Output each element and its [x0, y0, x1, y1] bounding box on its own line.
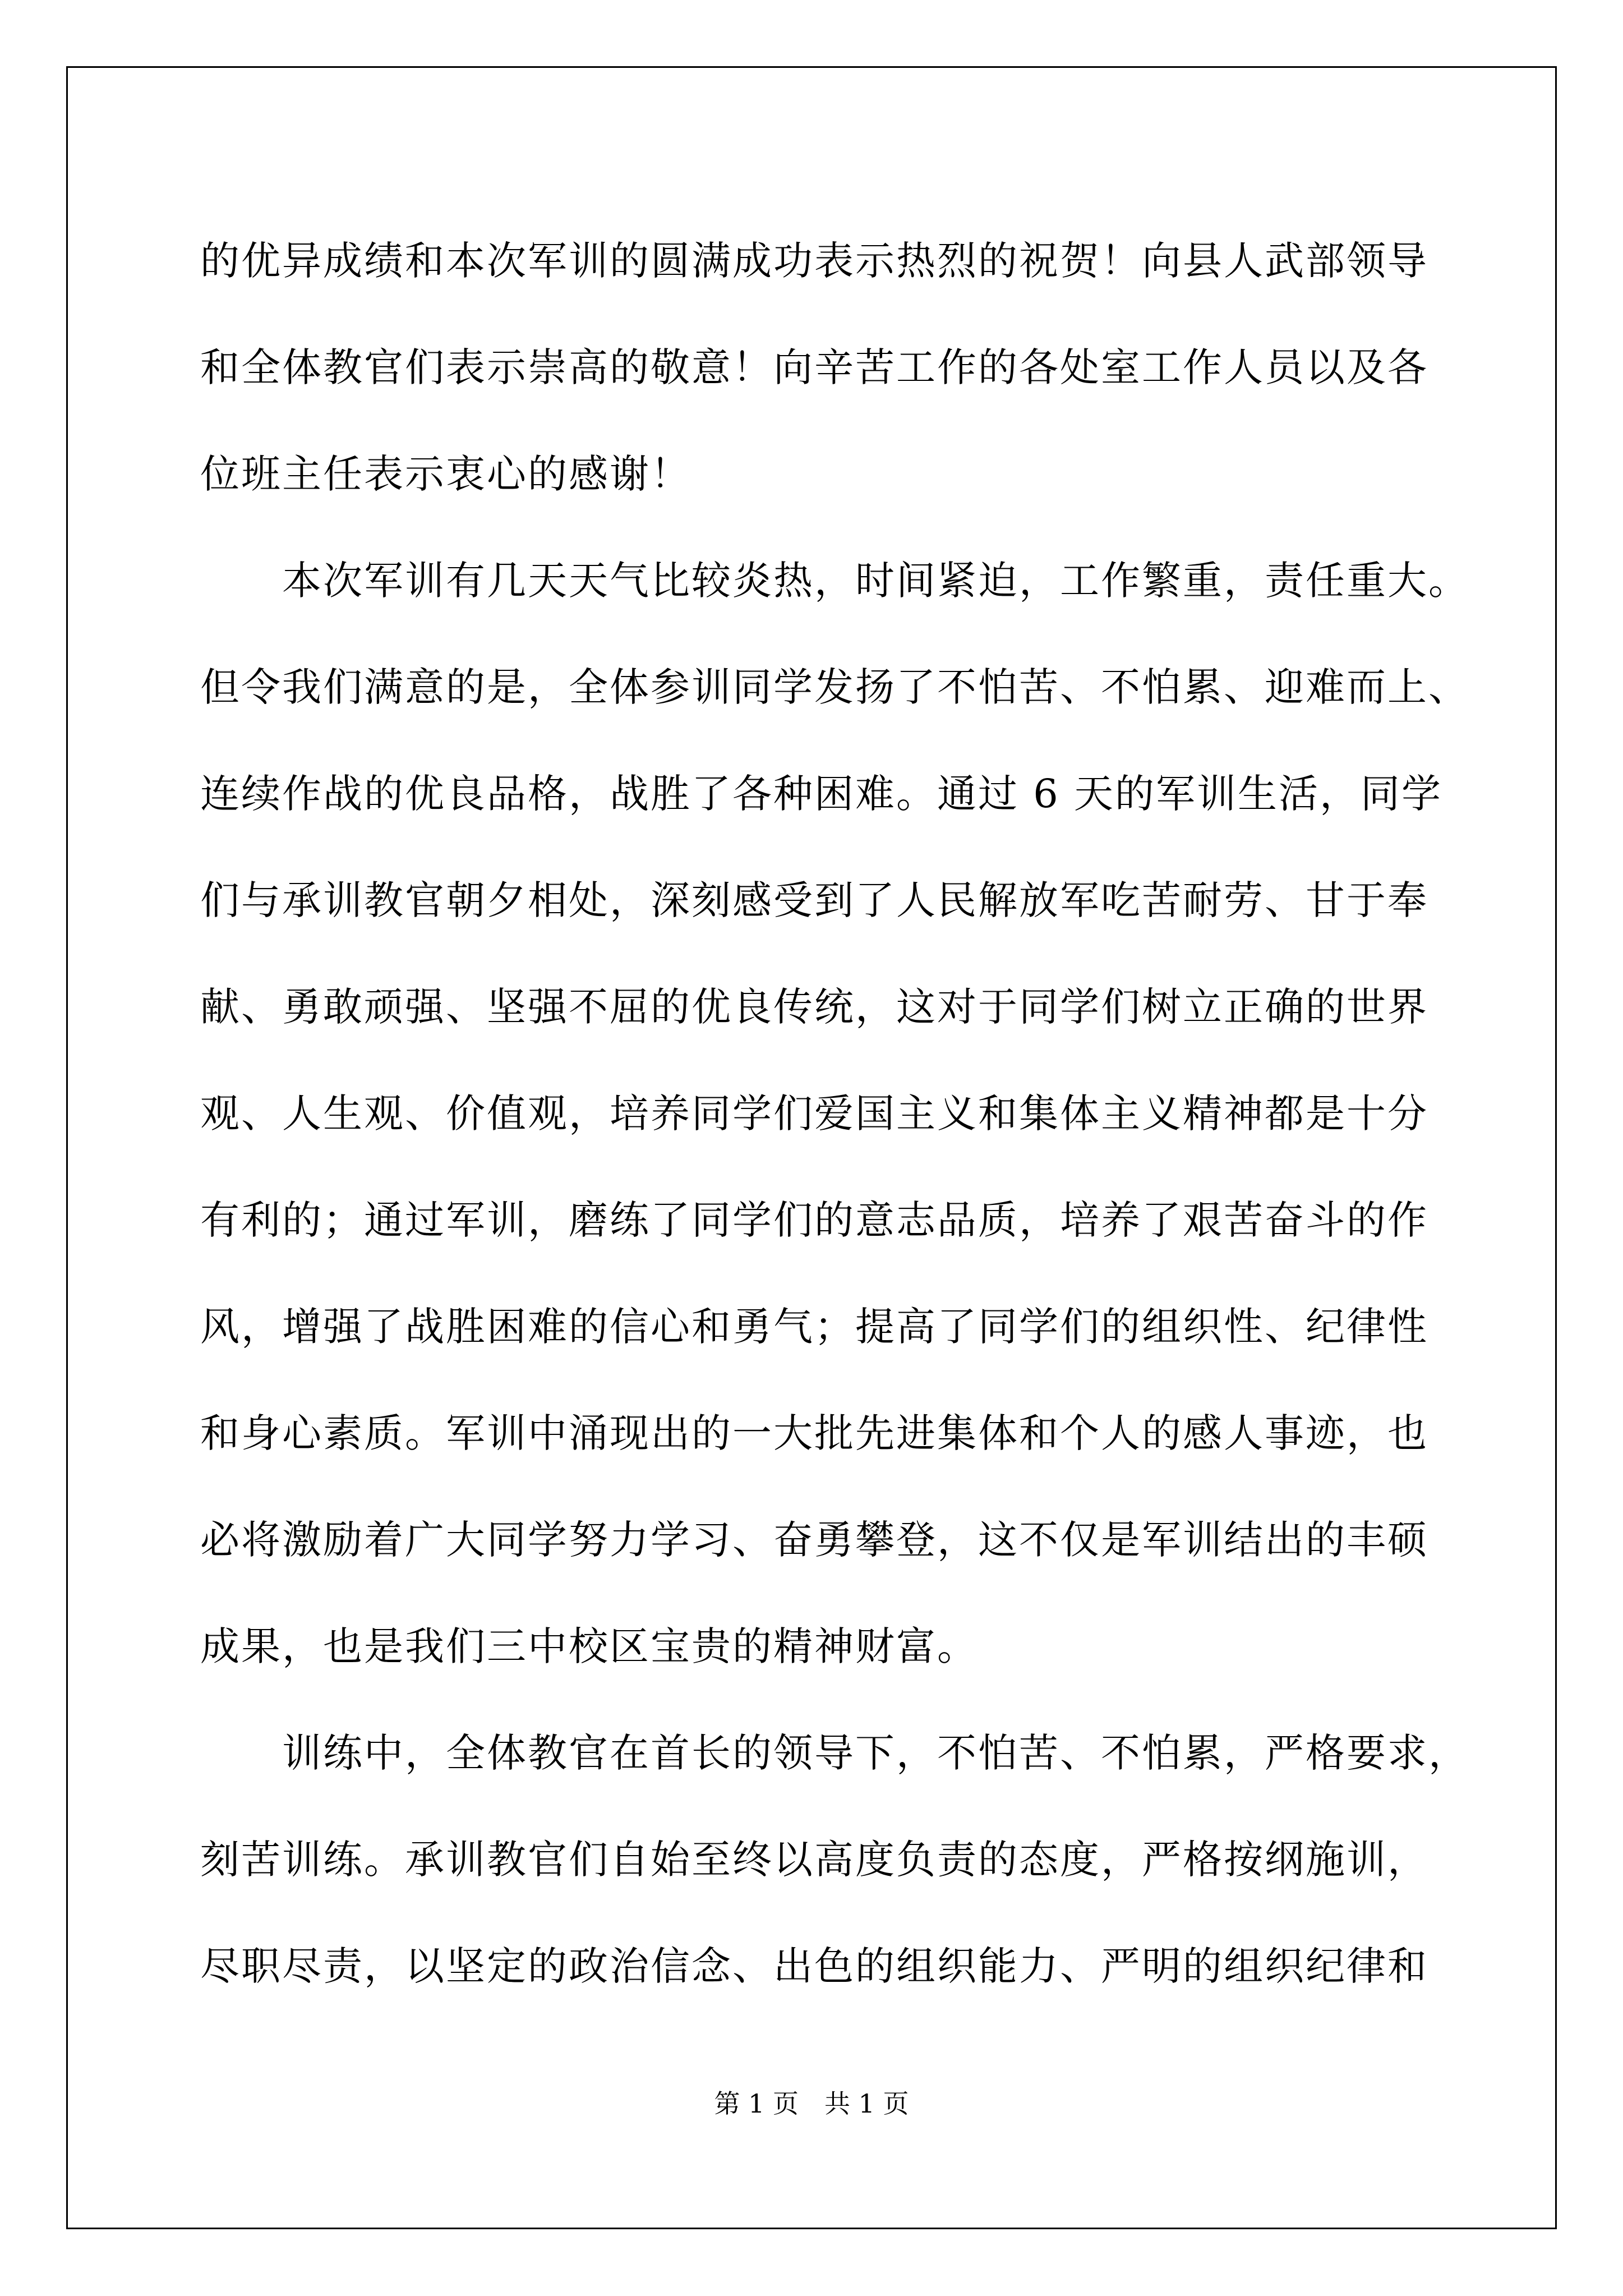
text-line: 刻苦训练。承训教官们自始至终以高度负责的态度，严格按纲施训，: [200, 1837, 1428, 1883]
text-line: 成果，也是我们三中校区宝贵的精神财富。: [200, 1623, 978, 1669]
text-line: 位班主任表示衷心的感谢！: [200, 451, 691, 497]
text-line: 但令我们满意的是，全体参训同学发扬了不怕苦、不怕累、迎难而上、: [200, 664, 1469, 710]
text-line: 训练中，全体教官在首长的领导下，不怕苦、不怕累，严格要求，: [282, 1730, 1469, 1776]
text-line: 连续作战的优良品格，战胜了各种困难。通过 6 天的军训生活，同学: [200, 771, 1443, 817]
text-line: 尽职尽责，以坚定的政治信念、出色的组织能力、严明的组织纪律和: [200, 1943, 1428, 1989]
text-line: 的优异成绩和本次军训的圆满成功表示热烈的祝贺！向县人武部领导: [200, 238, 1428, 284]
text-line: 献、勇敢顽强、坚强不屈的优良传统，这对于同学们树立正确的世界: [200, 984, 1428, 1030]
text-line: 必将激励着广大同学努力学习、奋勇攀登，这不仅是军训结出的丰硕: [200, 1517, 1428, 1563]
text-line: 观、人生观、价值观，培养同学们爱国主义和集体主义精神都是十分: [200, 1091, 1428, 1137]
text-line: 们与承训教官朝夕相处，深刻感受到了人民解放军吃苦耐劳、甘于奉: [200, 877, 1428, 923]
paragraph-1: [200, 208, 1428, 527]
paragraph-3: [200, 1700, 1469, 2019]
document-body: [200, 208, 1469, 2019]
page-number: 第 1 页 共 1 页: [714, 2088, 909, 2119]
text-line: 本次军训有几天天气比较炎热，时间紧迫，工作繁重，责任重大。: [282, 558, 1469, 604]
paragraph-2: [200, 527, 1469, 1700]
text-line: 和全体教官们表示崇高的敬意！向辛苦工作的各处室工作人员以及各: [200, 344, 1428, 390]
text-line: 风，增强了战胜困难的信心和勇气；提高了同学们的组织性、纪律性: [200, 1304, 1428, 1350]
page-footer: [0, 2087, 1623, 2120]
text-line: 有利的；通过军训，磨练了同学们的意志品质，培养了艰苦奋斗的作: [200, 1197, 1428, 1243]
text-line: 和身心素质。军训中涌现出的一大批先进集体和个人的感人事迹，也: [200, 1410, 1428, 1456]
